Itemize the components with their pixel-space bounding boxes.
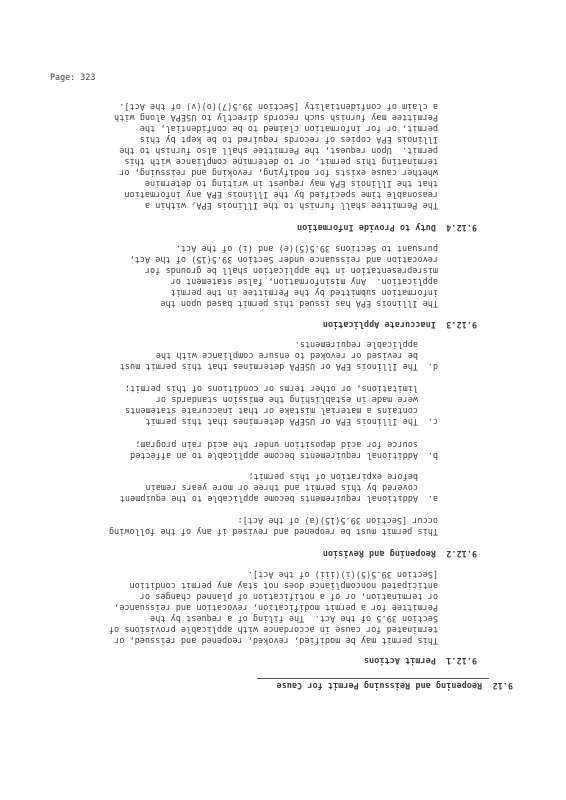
- text-line: reasonable time specified by the Illinois EPA any information: [124, 190, 438, 200]
- text-line: pursuant to Sections 39.5(5)(e) and (i) of the Act.: [175, 244, 438, 254]
- text-line: whether cause exists for modifying, revoking and reissuing, or: [119, 168, 438, 178]
- text-line: occur [Section 39.5(15)(a) of the Act]:: [237, 516, 438, 526]
- text-line: The Illinois EPA or USEPA determines that this permit must: [119, 362, 418, 372]
- subsection-heading-9-12-1: 9.12.1 Permit Actions: [363, 656, 477, 666]
- text-line: limitations, or other terms or conditions of this permit;: [124, 384, 418, 394]
- text-line: This permit must be reopened and revised if any of the following: [108, 527, 438, 537]
- text-line: covered by this permit and three or more years remain: [145, 483, 418, 493]
- text-line: [Section 39.5(5)(i)(iii) of the Act].: [247, 570, 438, 580]
- text-line: a claim of confidentiality [Section 39.5(7)(o)(v) of the Act].: [119, 102, 438, 112]
- text-line: were made in establishing the emission standards or: [155, 395, 418, 405]
- text-line: before expiration of this permit;: [248, 472, 418, 482]
- list-item-marker: c.: [427, 417, 438, 427]
- text-line: Additional requirements become applicable to an affected: [130, 451, 418, 461]
- text-line: misrepresentation in the application shall be grounds for: [144, 266, 438, 276]
- text-line: The Illinois EPA or USEPA determines that this permit: [145, 417, 418, 427]
- text-line: or termination, or of a notification of planned changes or: [139, 592, 438, 602]
- text-line: permit. Upon request, the Permittee shall also furnish to the: [119, 146, 438, 156]
- text-line: Additional requirements become applicable to the equipment: [119, 494, 418, 504]
- section-title-underline: [257, 678, 489, 679]
- text-line: This permit may be modified, revoked, reopened and reissued, or: [114, 636, 438, 646]
- text-line: terminating this permit, or to determine compliance with this: [124, 157, 438, 167]
- text-line: The Permittee shall furnish to the Illinois EPA, within a: [144, 201, 438, 211]
- text-line: anticipated noncompliance does not stay any permit condition: [129, 581, 438, 591]
- text-line: Permittee may furnish such records directly to USEPA along with: [114, 113, 438, 123]
- subsection-heading-9-12-4: 9.12.4 Duty to Provide Information: [297, 223, 477, 233]
- text-line: information submitted by the Permittee in the permit: [170, 288, 438, 298]
- text-line: applicable requirements.: [294, 340, 418, 350]
- text-line: terminated for cause in accordance with applicable provisions of: [108, 625, 438, 635]
- text-line: Section 39.5 of the Act. The filing of a request by the: [150, 614, 438, 624]
- list-item-marker: d.: [427, 362, 438, 372]
- text-line: revocation and reissuance under Section 39.5(15) of the Act,: [129, 255, 438, 265]
- text-line: application. Any misinformation, false statement or: [170, 277, 438, 287]
- subsection-heading-9-12-3: 9.12.3 Inaccurate Application: [322, 320, 477, 330]
- list-item-marker: a.: [427, 494, 438, 504]
- list-item-marker: b.: [427, 451, 438, 461]
- subsection-heading-9-12-2: 9.12.2 Reopening and Revision: [322, 549, 477, 559]
- text-line: Permittee for a permit modification, revocation and reissuance,: [114, 603, 438, 613]
- text-line: Illinois EPA copies of records required to be kept by this: [139, 135, 438, 145]
- page-number-label: Page: 323: [50, 72, 96, 82]
- section-title: 9.12 Reopening and Reissuing Permit for Cause: [276, 681, 513, 691]
- text-line: permit, or for information claimed to be confidential, the: [139, 124, 438, 134]
- text-line: contains a material mistake or that inaccurate statements: [124, 406, 418, 416]
- text-line: The Illinois EPA has issued this permit based upon the: [160, 299, 438, 309]
- text-line: be revised or revoked to ensure compliance with the: [155, 351, 418, 361]
- text-line: that the Illinois EPA may request in writing to determine: [144, 179, 438, 189]
- text-line: source for acid deposition under the acid rain program;: [135, 440, 418, 450]
